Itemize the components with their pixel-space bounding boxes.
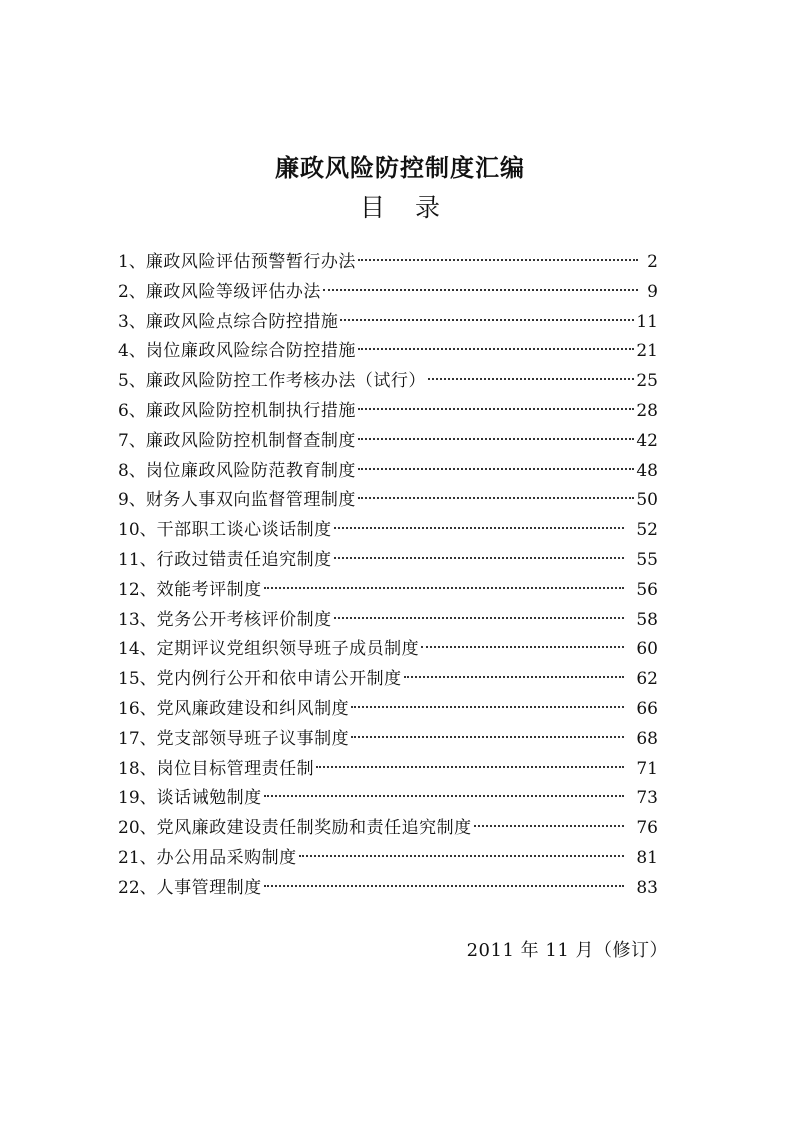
toc-entry-number: 8、 (118, 460, 146, 481)
toc-entry-page: 50 (636, 490, 658, 511)
toc-dot-leader (404, 676, 624, 678)
toc-entry (118, 814, 658, 844)
toc-dot-leader (299, 855, 624, 857)
toc-entry-page: 68 (636, 728, 658, 749)
toc-entry-number: 9、 (118, 490, 146, 511)
toc-entry (118, 397, 658, 427)
toc-entry-number: 3、 (118, 311, 146, 332)
toc-entry (118, 337, 658, 367)
toc-entry (118, 755, 658, 785)
toc-dot-leader (334, 527, 624, 529)
toc-entry (118, 695, 658, 725)
toc-entry (118, 427, 658, 457)
toc-entry-page: 56 (636, 579, 658, 600)
toc-entry-title: 岗位目标管理责任制 (156, 758, 315, 779)
toc-entry-page: 48 (636, 460, 658, 481)
toc-entry (118, 546, 658, 576)
toc-entry-number: 19、 (118, 788, 157, 809)
toc-dot-leader (264, 587, 624, 589)
toc-entry-title: 谈话诫勉制度 (156, 788, 262, 809)
toc-dot-leader (264, 885, 624, 887)
toc-entry-number: 12、 (118, 579, 157, 600)
toc-entry (118, 278, 658, 308)
toc-dot-leader (358, 348, 635, 350)
toc-entry-number: 16、 (118, 698, 157, 719)
toc-dot-leader (358, 408, 635, 410)
toc-dot-leader (358, 468, 635, 470)
toc-dot-leader (358, 438, 635, 440)
toc-dot-leader (334, 557, 624, 559)
table-of-contents (118, 248, 658, 904)
toc-entry (118, 308, 658, 338)
toc-entry-title: 效能考评制度 (156, 579, 262, 600)
toc-entry (118, 367, 658, 397)
toc-entry-page: 58 (636, 609, 658, 630)
toc-entry-page: 42 (636, 430, 658, 451)
toc-entry (118, 874, 658, 904)
toc-entry-page: 11 (636, 311, 658, 332)
toc-entry (118, 635, 658, 665)
toc-entry-number: 11、 (118, 549, 157, 570)
toc-entry-number: 4、 (118, 341, 146, 362)
toc-entry-number: 2、 (118, 281, 146, 302)
toc-entry-number: 6、 (118, 400, 146, 421)
toc-dot-leader (358, 259, 638, 261)
toc-entry (118, 606, 658, 636)
toc-entry-title: 干部职工谈心谈话制度 (156, 520, 332, 541)
toc-entry (118, 844, 658, 874)
toc-dot-leader (421, 646, 624, 648)
toc-entry-title: 廉政风险防控工作考核办法（试行） (145, 371, 426, 392)
toc-entry-title: 岗位廉政风险综合防控措施 (145, 341, 356, 362)
toc-entry-number: 15、 (118, 669, 157, 690)
toc-entry-page: 73 (636, 788, 658, 809)
toc-entry-title: 廉政风险等级评估办法 (145, 281, 321, 302)
toc-entry-number: 20、 (118, 818, 157, 839)
toc-entry-title: 廉政风险评估预警暂行办法 (145, 252, 356, 272)
toc-entry-page: 66 (636, 698, 658, 719)
toc-entry (118, 725, 658, 755)
revision-note: 2011 年 11 月（修订） (466, 940, 668, 961)
toc-entry (118, 784, 658, 814)
toc-dot-leader (316, 766, 624, 768)
toc-dot-leader (428, 378, 635, 380)
toc-entry-page: 25 (636, 371, 658, 392)
toc-entry-number: 18、 (118, 758, 157, 779)
toc-entry-page: 52 (636, 520, 658, 541)
toc-entry-title: 党风廉政建设和纠风制度 (156, 698, 350, 719)
toc-entry-number: 7、 (118, 430, 146, 451)
toc-entry-page: 55 (636, 549, 658, 570)
toc-entry (118, 665, 658, 695)
toc-dot-leader (351, 706, 624, 708)
document-title: 廉政风险防控制度汇编 (275, 153, 525, 182)
toc-entry-number: 10、 (118, 520, 157, 541)
toc-entry-title: 财务人事双向监督管理制度 (145, 490, 356, 511)
toc-entry-number: 1、 (118, 252, 146, 272)
toc-entry-page: 9 (647, 281, 658, 302)
toc-entry-title: 党支部领导班子议事制度 (156, 728, 350, 749)
toc-entry-page: 76 (636, 818, 658, 839)
toc-entry-title: 人事管理制度 (156, 877, 262, 898)
toc-entry-page: 62 (636, 669, 658, 690)
toc-entry-page: 83 (636, 877, 658, 898)
toc-entry-number: 21、 (118, 847, 157, 868)
toc-dot-leader (358, 497, 635, 499)
toc-entry (118, 457, 658, 487)
toc-entry (118, 516, 658, 546)
toc-entry (118, 576, 658, 606)
toc-dot-leader (351, 736, 624, 738)
toc-entry-title: 廉政风险防控机制督查制度 (145, 430, 356, 451)
toc-entry-title: 定期评议党组织领导班子成员制度 (156, 639, 420, 660)
toc-heading: 目 录 (360, 193, 440, 222)
toc-entry-number: 22、 (118, 877, 157, 898)
toc-entry-title: 党风廉政建设责任制奖励和责任追究制度 (156, 818, 472, 839)
toc-dot-leader (334, 617, 624, 619)
toc-entry-title: 行政过错责任追究制度 (156, 549, 332, 570)
toc-entry-page: 71 (636, 758, 658, 779)
toc-entry-number: 13、 (118, 609, 157, 630)
toc-entry-title: 党内例行公开和依申请公开制度 (156, 669, 402, 690)
toc-dot-leader (340, 319, 634, 321)
toc-entry-number: 14、 (118, 639, 157, 660)
toc-entry-title: 廉政风险点综合防控措施 (145, 311, 339, 332)
toc-entry-page: 81 (636, 847, 658, 868)
toc-entry-page: 21 (636, 341, 658, 362)
toc-dot-leader (264, 795, 624, 797)
toc-entry-title: 办公用品采购制度 (156, 847, 297, 868)
toc-entry-title: 廉政风险防控机制执行措施 (145, 400, 356, 421)
toc-dot-leader (323, 289, 638, 291)
toc-entry (118, 486, 658, 516)
toc-entry-title: 党务公开考核评价制度 (156, 609, 332, 630)
toc-entry-page: 28 (636, 400, 658, 421)
toc-entry-number: 5、 (118, 371, 146, 392)
toc-entry-number: 17、 (118, 728, 157, 749)
toc-entry-page: 2 (647, 252, 658, 272)
toc-entry (118, 248, 658, 278)
toc-entry-page: 60 (636, 639, 658, 660)
toc-dot-leader (474, 825, 624, 827)
toc-entry-title: 岗位廉政风险防范教育制度 (145, 460, 356, 481)
